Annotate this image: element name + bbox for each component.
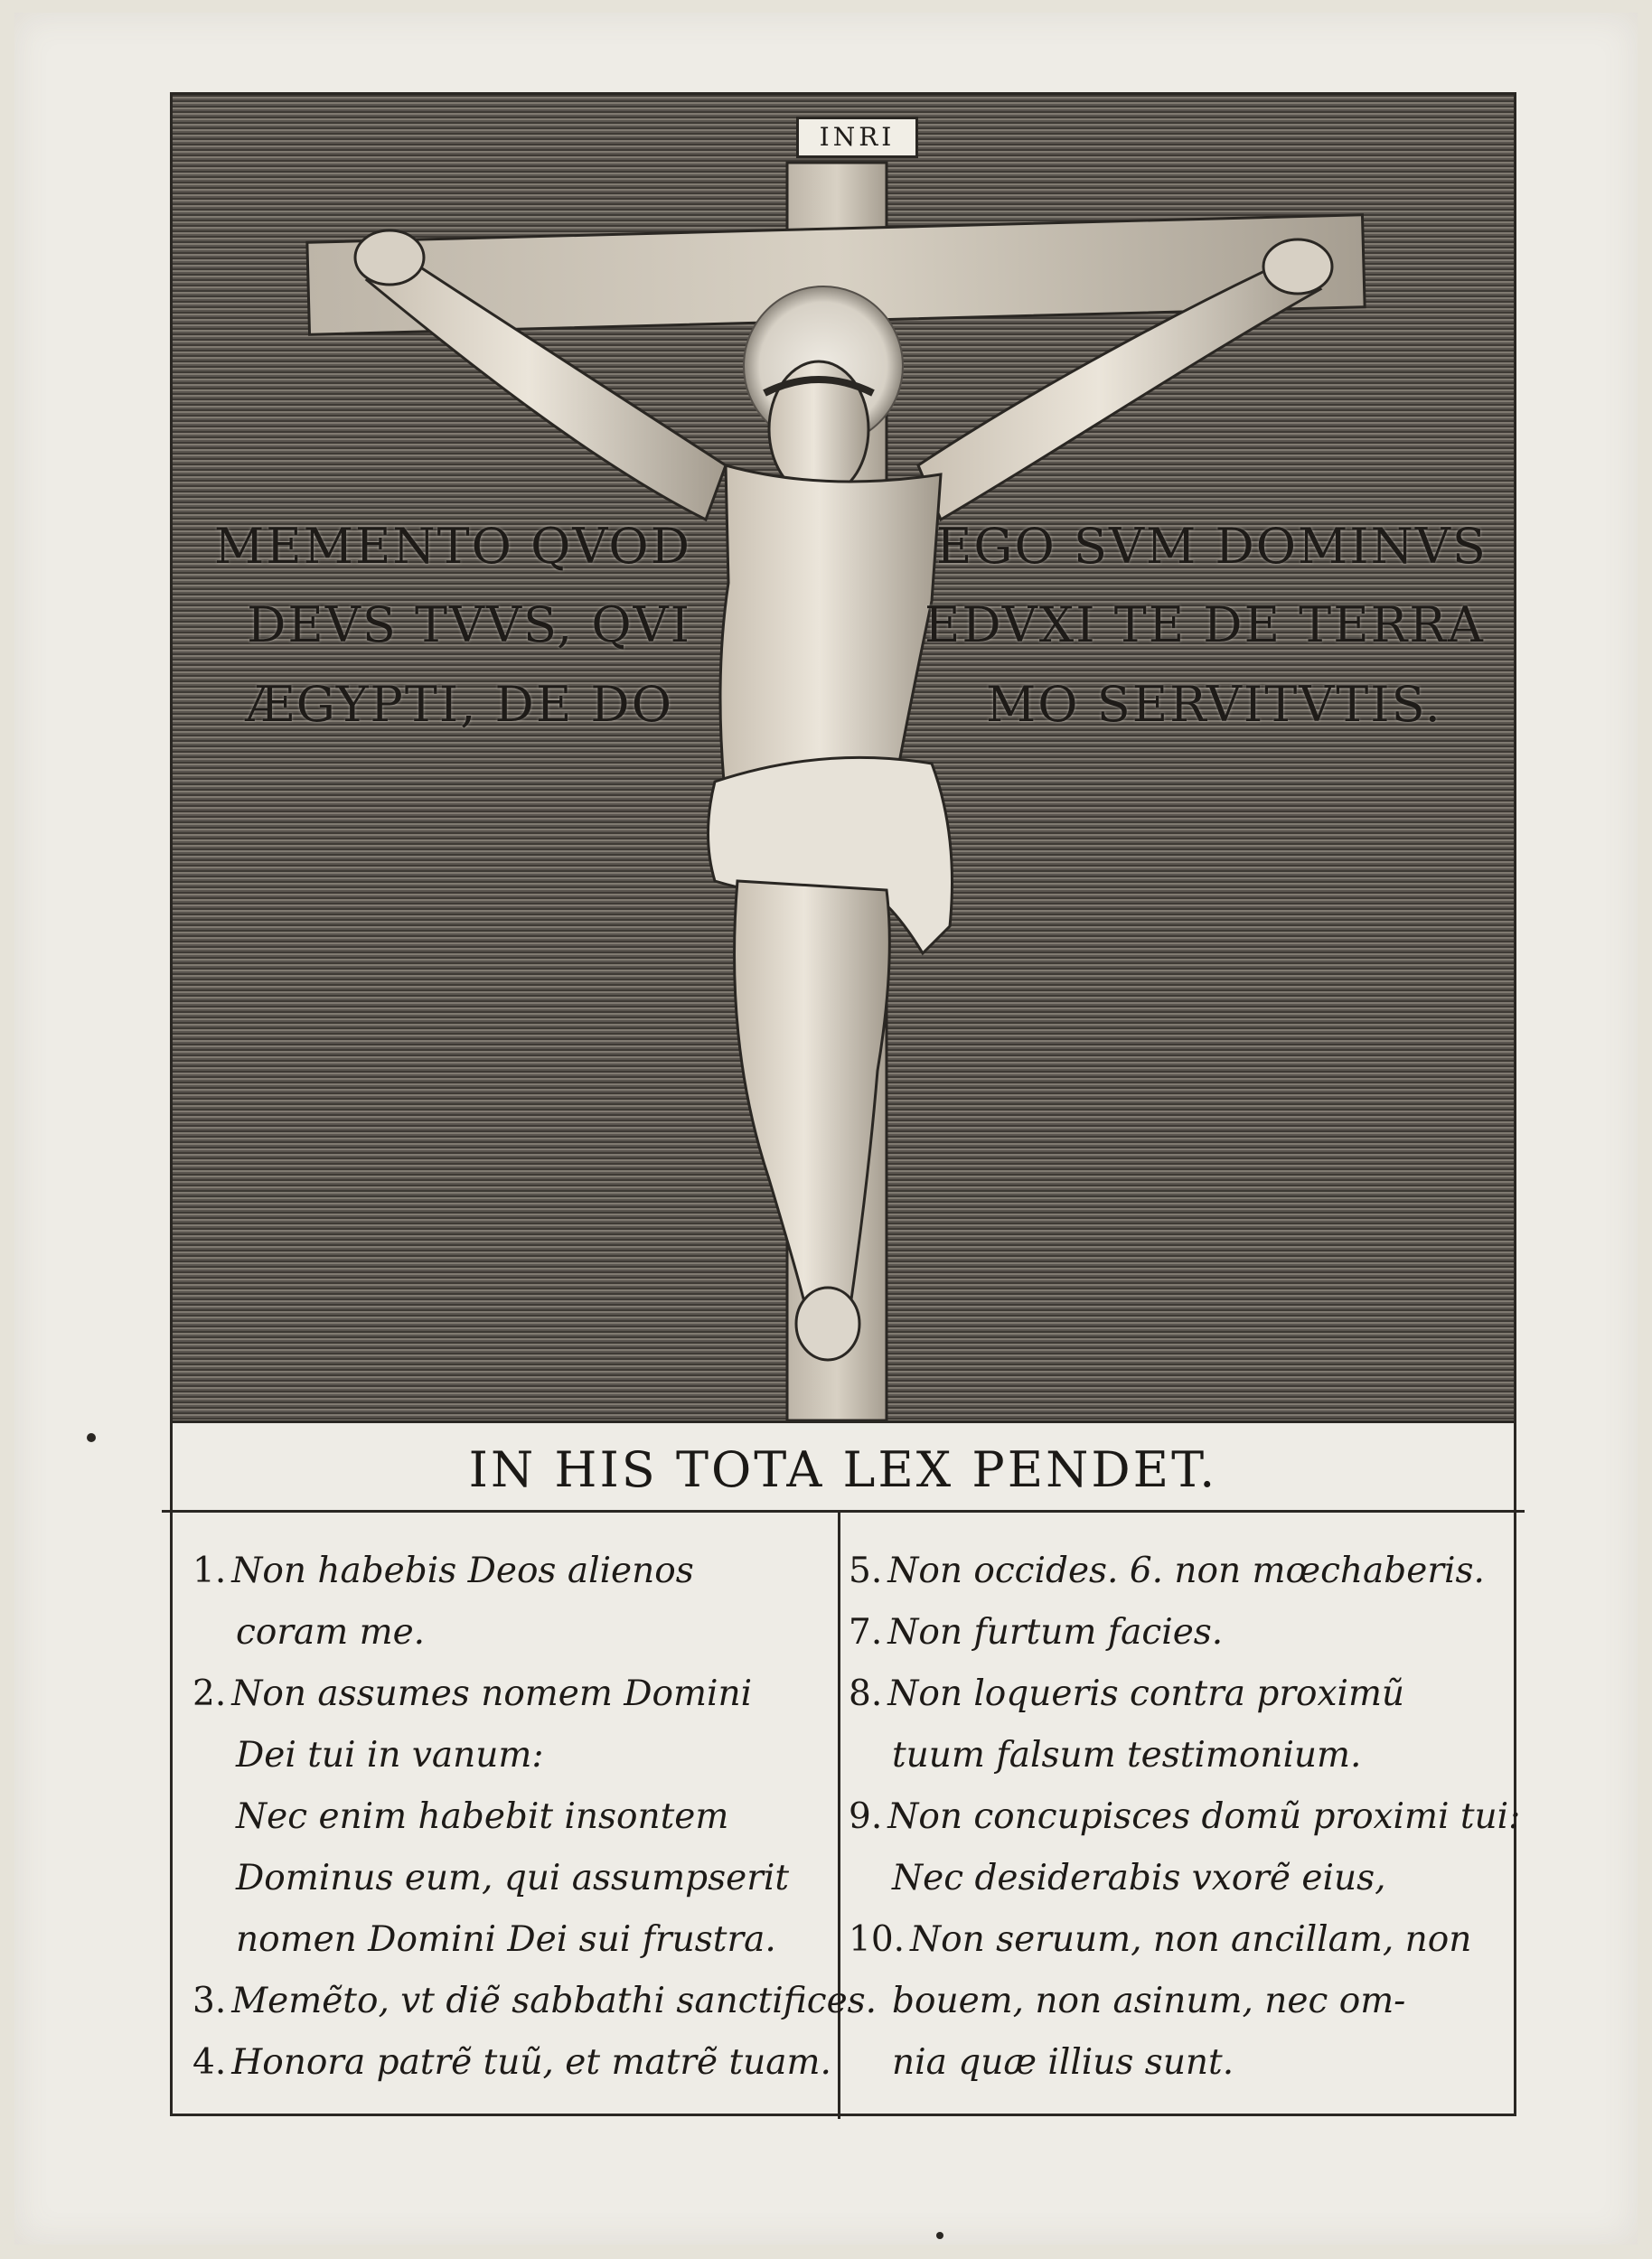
commandment-line: 10. Non seruum, non ancillam, non xyxy=(849,1919,1472,1960)
commandment-line: 9. Non concupisces domũ proximi tui: xyxy=(849,1796,1521,1837)
motto-line-1-left: MEMENTO QVOD xyxy=(213,518,691,575)
commandment-line: Nec enim habebit insontem xyxy=(236,1796,729,1837)
right-hand xyxy=(1263,239,1332,294)
commandments-left-column xyxy=(192,1541,878,2094)
feet xyxy=(796,1288,859,1360)
page-title: IN HIS TOTA LEX PENDET. xyxy=(468,1441,1218,1498)
commandment-line: tuum falsum testimonium. xyxy=(892,1735,1362,1776)
commandment-line: 4. Honora patrẽ tuũ, et matrẽ tuam. xyxy=(192,2042,831,2083)
ink-speck xyxy=(87,1433,96,1442)
inri-titulus: INRI xyxy=(796,117,918,158)
commandment-line: 2. Non assumes nomem Domini xyxy=(192,1673,753,1714)
ink-speck xyxy=(936,2232,943,2239)
commandment-line: coram me. xyxy=(236,1612,426,1653)
motto-line-2-right: EDVXI TE DE TERRA xyxy=(925,596,1485,653)
engraving-plate xyxy=(170,92,1521,2116)
motto-line-3-right: MO SERVITVTIS. xyxy=(986,676,1442,733)
commandment-line: 7. Non furtum facies. xyxy=(849,1612,1224,1653)
torso xyxy=(720,465,941,782)
left-hand xyxy=(355,230,424,285)
paper-sheet xyxy=(14,13,1638,2245)
commandment-line: Dominus eum, qui assumpserit xyxy=(236,1858,790,1898)
motto-line-2-left: DEVS TVVS, QVI xyxy=(247,596,691,653)
crucifixion-scene xyxy=(173,95,1514,1423)
column-divider xyxy=(838,1510,840,2119)
table-top-rule xyxy=(162,1510,1525,1513)
commandment-line: 5. Non occides. 6. non mœchaberis. xyxy=(849,1551,1485,1591)
commandment-line: nomen Domini Dei sui frustra. xyxy=(236,1919,776,1960)
motto-line-3-left: ÆGYPTI, DE DO xyxy=(245,676,673,733)
commandment-line: Dei tui in vanum: xyxy=(236,1735,544,1776)
commandment-line: 1. Non habebis Deos alienos xyxy=(192,1551,694,1591)
crucifix-illustration xyxy=(173,95,1514,1420)
commandment-line: Nec desiderabis vxorẽ eius, xyxy=(892,1858,1386,1898)
commandment-line: nia quæ illius sunt. xyxy=(892,2042,1234,2083)
motto-line-1-right: EGO SVM DOMINVS xyxy=(936,518,1488,575)
commandment-line: 8. Non loqueris contra proximũ xyxy=(849,1673,1405,1714)
commandment-line: 3. Memẽto, vt diẽ sabbathi sanctifices. xyxy=(192,1981,878,2021)
commandments-right-column xyxy=(849,1541,1521,2094)
commandment-line: bouem, non asinum, nec om- xyxy=(892,1981,1406,2021)
